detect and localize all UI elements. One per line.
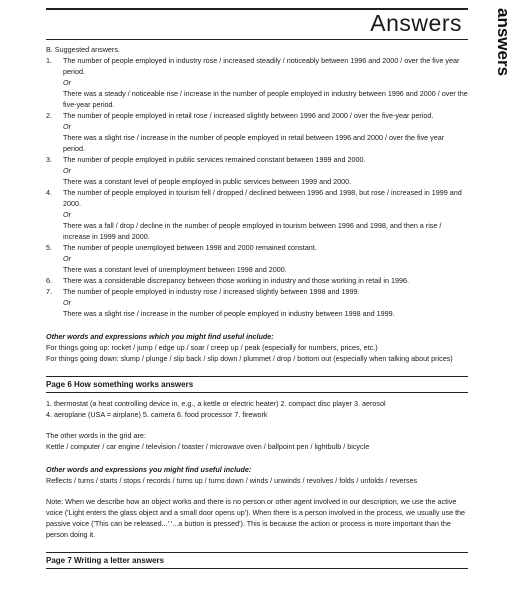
page6-answers-line1: 1. thermostat (a heat controlling device in, e.g., a kettle or electric heater) 2. compact disc player 3. aerosol <box>46 399 386 408</box>
or-separator: Or <box>63 166 71 175</box>
answer-item <box>46 275 468 286</box>
or-separator: Or <box>63 122 71 131</box>
answer-number: 1. <box>46 56 52 65</box>
answer-number: 6. <box>46 276 52 285</box>
answer-sentence: The number of people employed in public services remained constant between 1999 and 2000. <box>63 155 366 164</box>
answer-item <box>46 110 468 154</box>
side-tab <box>478 4 522 82</box>
other-words-heading: Other words and expressions which you might find useful include: <box>46 332 274 341</box>
header-bottom-rule <box>46 39 468 40</box>
answer-sentence: The number of people employed in industry rose / increased steadily / noticeably between 1996 and 2000 / over the five year period. <box>63 56 460 76</box>
answer-item <box>46 242 468 275</box>
page7-heading: Page 7 Writing a letter answers <box>46 552 468 569</box>
or-separator: Or <box>63 298 71 307</box>
grid-intro: The other words in the grid are: <box>46 431 146 440</box>
answer-list <box>46 55 468 319</box>
answer-number: 3. <box>46 155 52 164</box>
answer-number: 5. <box>46 243 52 252</box>
answer-sentence: The number of people employed in industry rose / increased slightly between 1998 and 1999. <box>63 287 360 296</box>
page6-other-words: Reflects / turns / starts / stops / records / turns up / turns down / winds / unwinds / revolves / folds / unfolds / reverses <box>46 476 418 485</box>
note-paragraph: Note: When we describe how an object works and there is no person or other agent involved in our description, we use the active voice ('Light enters the glass object and a small door opens up'). When there is a person involved in the process, we usually use the passive voice ('This can be released...' '...a button is pressed'). This is because the action or process is more important than the person doing it. <box>46 497 466 539</box>
answer-sentence: The number of people employed in retail rose / increased slightly between 1996 and 2000 / over the five-year period. <box>63 111 434 120</box>
answer-sentence: The number of people employed in tourism fell / dropped / declined between 1996 and 1998, but rose / increased in 1999 and 2000. <box>63 188 462 208</box>
going-up-text: For things going up: rocket / jump / edge up / soar / creep up / peak (especially for numbers, prices, etc.) <box>46 343 378 352</box>
answer-sentence: There was a slight rise / increase in the number of people employed in retail between 1996 and 2000 / over the five year period. <box>63 133 445 153</box>
side-tab-label: answers <box>494 8 513 77</box>
grid-words: Kettle / computer / car engine / television / toaster / microwave oven / ballpoint pen / lightbulb / bicycle <box>46 442 370 451</box>
answer-item <box>46 286 468 319</box>
or-separator: Or <box>63 210 71 219</box>
or-separator: Or <box>63 254 71 263</box>
answer-sentence: There was a fall / drop / decline in the number of people employed in tourism between 1996 and 1998, and then a rise / increase in 1999 and 2000. <box>63 221 442 241</box>
page6-heading: Page 6 How something works answers <box>46 376 468 393</box>
going-down-text: For things going down: slump / plunge / slip back / slip down / plummet / drop / bottom out (especially when talking about prices) <box>46 354 453 363</box>
answer-number: 7. <box>46 287 52 296</box>
page-title: Answers <box>370 10 462 36</box>
answer-number: 4. <box>46 188 52 197</box>
content <box>46 44 468 569</box>
answer-sentence: There was a considerable discrepancy between those working in industry and those working in retail in 1996. <box>63 276 409 285</box>
answer-item <box>46 55 468 110</box>
or-separator: Or <box>63 78 71 87</box>
answer-sentence: There was a steady / noticeable rise / increase in the number of people employed in industry between 1996 and 2000 / over the five-year period. <box>63 89 468 109</box>
page6-other-heading: Other words and expressions you might find useful include: <box>46 465 252 474</box>
answer-sentence: The number of people unemployed between 1998 and 2000 remained constant. <box>63 243 317 252</box>
answer-item <box>46 187 468 242</box>
section-b-label: B. Suggested answers. <box>46 45 120 54</box>
answer-sentence: There was a slight rise / increase in the number of people employed in industry between 1998 and 1999. <box>63 309 395 318</box>
answer-item <box>46 154 468 187</box>
answer-number: 2. <box>46 111 52 120</box>
answer-sentence: There was a constant level of people employed in public services between 1999 and 2000. <box>63 177 352 186</box>
page6-answers-line2: 4. aeroplane (USA = airplane) 5. camera 6. food processor 7. firework <box>46 410 268 419</box>
answer-sentence: There was a constant level of unemployment between 1998 and 2000. <box>63 265 287 274</box>
